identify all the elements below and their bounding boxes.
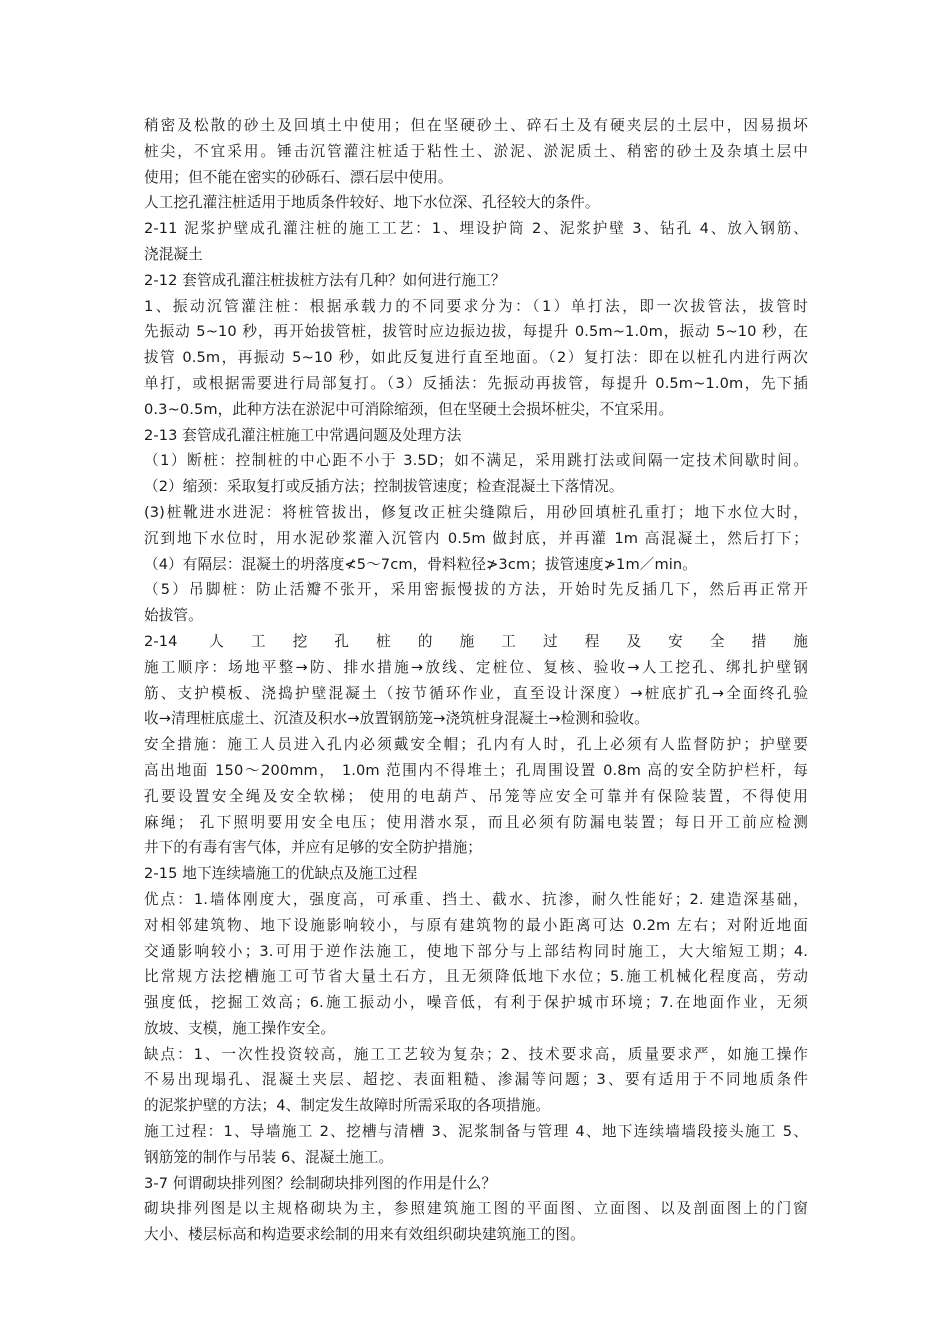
text-line: 不易出现塌孔、混凝土夹层、超挖、表面粗糙、渗漏等问题；3、要有适用于不同地质条件 <box>144 1071 808 1089</box>
text-line: 大小、楼层标高和构造要求绘制的用来有效组织砌块建筑施工的图。 <box>144 1226 585 1244</box>
text-line: 比常规方法挖槽施工可节省大量土石方，且无须降低地下水位；5.施工机械化程度高，劳动 <box>144 968 808 986</box>
text-line: 1、振动沉管灌注桩：根据承载力的不同要求分为：（1）单打法，即一次拔管法，拔管时 <box>144 297 808 315</box>
text-line: 高出地面 150～200mm， 1.0m 范围内不得堆土；孔周围设置 0.8m 高的安全防护栏杆，每 <box>144 761 808 779</box>
text-line: 麻绳； 孔下照明要用安全电压；使用潜水泵，而且必须有防漏电装置；每日开工前应检测 <box>144 813 808 831</box>
text-line: （2）缩颈：采取复打或反插方法；控制拔管速度；检查混凝土下落情况。 <box>144 478 624 496</box>
text-line: 交通影响较小；3.可用于逆作法施工，使地下部分与上部结构同时施工，大大缩短工期；4. <box>144 942 808 960</box>
text-line: 0.3~0.5m，此种方法在淤泥中可消除缩颈，但在坚硬土会损坏桩尖，不宜采用。 <box>144 400 674 418</box>
text-line: 先振动 5~10 秒，再开始拔管桩，拔管时应边振边拔，每提升 0.5m~1.0m，振动 5~10 秒，在 <box>144 323 808 341</box>
text-line: 砌块排列图是以主规格砌块为主，参照建筑施工图的平面图、立面图、以及剖面图上的门窗 <box>144 1200 808 1218</box>
text-line: 3-7 何谓砌块排列图？绘制砌块排列图的作用是什么？ <box>144 1174 497 1192</box>
text-line: 缺点：1、一次性投资较高，施工工艺较为复杂；2、技术要求高，质量要求严，如施工操作 <box>144 1045 808 1063</box>
text-line: 浇混凝土 <box>144 245 203 263</box>
text-line: 2-14 人工挖孔桩的施工过程及安全措施 <box>144 632 808 650</box>
text-line: 稍密及松散的砂土及回填土中使用；但在坚硬砂土、碎石土及有硬夹层的土层中，因易损坏 <box>144 117 808 134</box>
text-line: 钢筋笼的制作与吊装 6、混凝土施工。 <box>144 1148 394 1166</box>
text-line: 井下的有毒有害气体，并应有足够的安全防护措施； <box>144 839 482 857</box>
text-line: 人工挖孔灌注桩适用于地质条件较好、地下水位深、孔径较大的条件。 <box>144 194 600 212</box>
text-line: 始拔管。 <box>144 607 203 625</box>
text-line: 2-11 泥浆护壁成孔灌注桩的施工工艺：1、埋设护筒 2、泥浆护壁 3、钻孔 4、放入钢筋、 <box>144 220 808 238</box>
text-line: 的泥浆护壁的方法；4、制定发生故障时所需采取的各项措施。 <box>144 1097 551 1115</box>
text-line: （4）有隔层：混凝土的坍落度≮5～7cm，骨料粒径≯3cm；拔管速度≯1m／min。 <box>144 555 697 573</box>
text-line: 桩尖，不宜采用。锤击沉管灌注桩适于粘性土、淤泥、淤泥质土、稍密的砂土及杂填土层中 <box>144 142 808 160</box>
text-line: 放坡、支模，施工操作安全。 <box>144 1019 336 1037</box>
text-line: 对相邻建筑物、地下设施影响较小，与原有建筑物的最小距离可达 0.2m 左右；对附近地面 <box>144 916 808 934</box>
text-line: 收→清理桩底虚土、沉渣及积水→放置钢筋笼→浇筑桩身混凝土→检测和验收。 <box>144 710 649 728</box>
text-line: 孔要设置安全绳及安全软梯； 使用的电葫芦、吊笼等应安全可靠并有保险装置，不得使用 <box>144 787 808 805</box>
document-body <box>144 113 808 1248</box>
text-line: 2-15 地下连续墙施工的优缺点及施工过程 <box>144 865 418 883</box>
text-line: 安全措施：施工人员进入孔内必须戴安全帽；孔内有人时，孔上必须有人监督防护；护壁要 <box>144 736 808 754</box>
text-line: 使用；但不能在密实的砂砾石、漂石层中使用。 <box>144 168 453 186</box>
text-line: 强度低，挖掘工效高；6.施工振动小，噪音低，有利于保护城市环境；7.在地面作业，无须 <box>144 994 808 1012</box>
text-line: 优点：1.墙体刚度大，强度高，可承重、挡土、截水、抗渗，耐久性能好；2. 建造深基础， <box>144 890 808 908</box>
text-line: 施工顺序：场地平整→防、排水措施→放线、定桩位、复核、验收→人工挖孔、绑扎护壁钢 <box>144 658 808 676</box>
text-line: 2-12 套管成孔灌注桩拔桩方法有几种？如何进行施工？ <box>144 271 506 289</box>
text-line: 施工过程：1、导墙施工 2、挖槽与清槽 3、泥浆制备与管理 4、地下连续墙墙段接头施工 5、 <box>144 1123 808 1141</box>
text-line: 沉到地下水位时，用水泥砂浆灌入沉管内 0.5m 做封底，并再灌 1m 高混凝土，然后打下； <box>144 529 808 547</box>
text-line: 2-13 套管成孔灌注桩施工中常遇问题及处理方法 <box>144 426 462 444</box>
text-line: 筋、支护模板、浇捣护壁混凝土（按节循环作业，直至设计深度）→桩底扩孔→全面终孔验 <box>144 684 808 702</box>
text-line: (3)桩靴进水进泥：将桩管拔出，修复改正桩尖缝隙后，用砂回填桩孔重打；地下水位大时， <box>144 503 808 521</box>
text-line: （5）吊脚桩：防止活瓣不张开，采用密振慢拔的方法，开始时先反插几下，然后再正常开 <box>144 581 808 599</box>
text-line: 单打，或根据需要进行局部复打。（3）反插法：先振动再拔管，每提升 0.5m~1.0m，先下插 <box>144 374 808 392</box>
text-line: 拔管 0.5m，再振动 5~10 秒，如此反复进行直至地面。（2）复打法：即在以桩孔内进行两次 <box>144 349 808 367</box>
text-line: （1）断桩：控制桩的中心距不小于 3.5D；如不满足，采用跳打法或间隔一定技术间歇时间。 <box>144 452 808 470</box>
